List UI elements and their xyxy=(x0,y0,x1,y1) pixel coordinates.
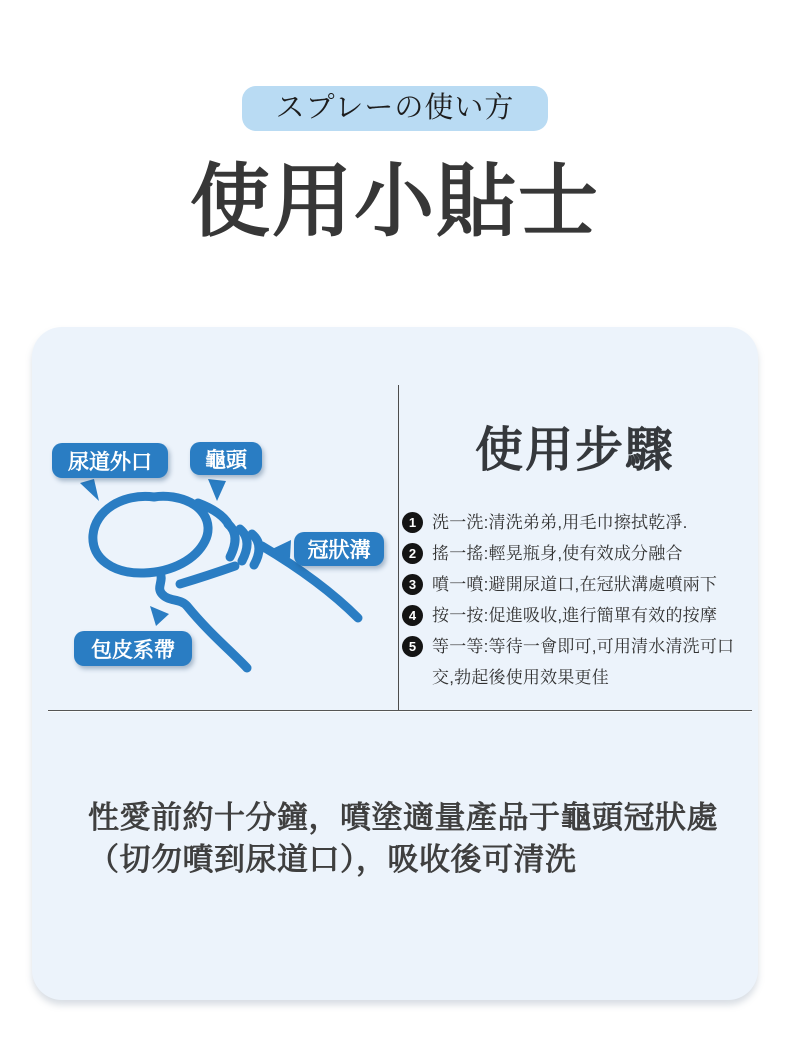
steps-list xyxy=(402,507,750,693)
step-number-badge: 2 xyxy=(402,543,423,564)
usage-card xyxy=(32,327,758,1000)
step-item xyxy=(402,538,750,569)
glans-arrow-icon xyxy=(208,479,226,501)
frenulum-arrow-icon xyxy=(150,606,169,626)
urethra-arrow-icon xyxy=(80,479,99,501)
page-title: 使用小貼士 xyxy=(190,157,600,246)
usage-note-line2: （切勿噴到尿道口），吸收後可清洗 xyxy=(88,842,577,877)
diagram-label-coronal-sulcus: 冠狀溝 xyxy=(294,532,384,566)
section-tag: スプレーの使い方 xyxy=(242,86,549,131)
step-number-badge: 1 xyxy=(402,512,423,533)
step-item xyxy=(402,600,750,631)
step-text: 等一等:等待一會即可,可用清水清洗可口交,勃起後使用效果更佳 xyxy=(432,637,735,687)
vertical-divider xyxy=(398,385,399,711)
usage-note-line1: 性愛前約十分鐘，噴塗適量產品于龜頭冠狀處 xyxy=(88,800,718,835)
usage-note xyxy=(88,797,748,881)
anatomy-diagram xyxy=(32,385,398,711)
step-number-badge: 4 xyxy=(402,605,423,626)
page-header xyxy=(0,0,790,247)
step-text: 噴一噴:避開尿道口,在冠狀溝處噴兩下 xyxy=(432,575,718,594)
step-item xyxy=(402,507,750,538)
step-number-badge: 5 xyxy=(402,636,423,657)
step-text: 洗一洗:清洗弟弟,用毛巾擦拭乾凈. xyxy=(432,513,688,532)
horizontal-divider xyxy=(48,710,752,711)
diagram-label-glans: 龜頭 xyxy=(190,442,262,475)
step-text: 搖一搖:輕晃瓶身,使有效成分融合 xyxy=(432,544,683,563)
diagram-label-urethra: 尿道外口 xyxy=(52,443,168,478)
step-text: 按一按:促進吸收,進行簡單有效的按摩 xyxy=(432,606,718,625)
step-number-badge: 3 xyxy=(402,574,423,595)
diagram-label-frenulum: 包皮系帶 xyxy=(74,631,192,666)
steps-heading: 使用步驟 xyxy=(474,424,675,477)
step-item xyxy=(402,631,750,693)
step-item xyxy=(402,569,750,600)
